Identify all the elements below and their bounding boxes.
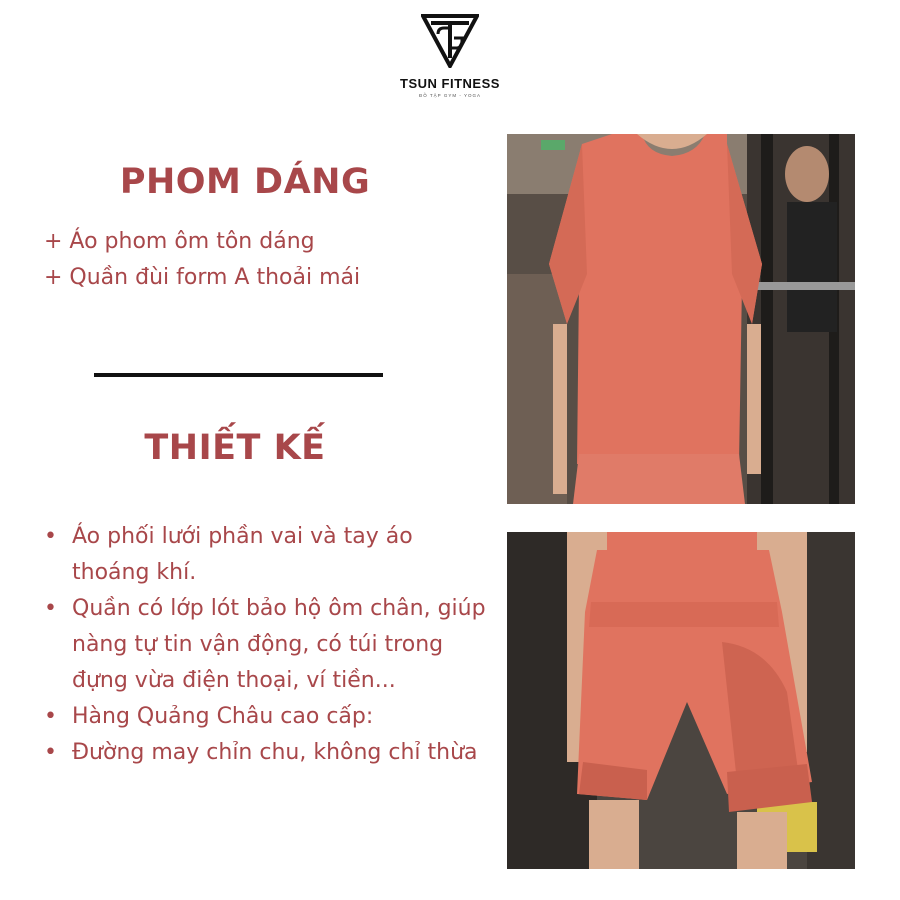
- design-bullet: • Đường may chỉn chu, không chỉ thừa: [44, 735, 494, 771]
- tsun-logo-mark-icon: [421, 14, 479, 68]
- fit-heading: PHOM DÁNG: [119, 162, 371, 202]
- brand-logo: [360, 14, 540, 98]
- design-bullet: • Hàng Quảng Châu cao cấp:: [44, 699, 494, 735]
- brand-name: TSUN FITNESS: [400, 76, 500, 91]
- fit-item: + Áo phom ôm tôn dáng: [44, 229, 315, 254]
- photo-top-illustration: [507, 134, 855, 504]
- design-list: [44, 519, 494, 771]
- section-divider: [94, 373, 383, 377]
- design-bullet: • Áo phối lưới phần vai và tay áo thoáng khí.: [44, 519, 494, 591]
- photo-bottom-illustration: [507, 532, 855, 869]
- design-bullet: • Quần có lớp lót bảo hộ ôm chân, giúp nàng tự tin vận động, có túi trong đựng vừa điện thoại, ví tiền...: [44, 591, 494, 699]
- design-heading: THIẾT KẾ: [144, 428, 326, 468]
- fit-list: [44, 224, 360, 296]
- product-photo-bottom: [507, 532, 855, 869]
- brand-tagline: ĐỒ TẬP GYM - YOGA: [418, 93, 481, 98]
- product-photo-top: [507, 134, 855, 504]
- fit-item: + Quần đùi form A thoải mái: [44, 265, 361, 290]
